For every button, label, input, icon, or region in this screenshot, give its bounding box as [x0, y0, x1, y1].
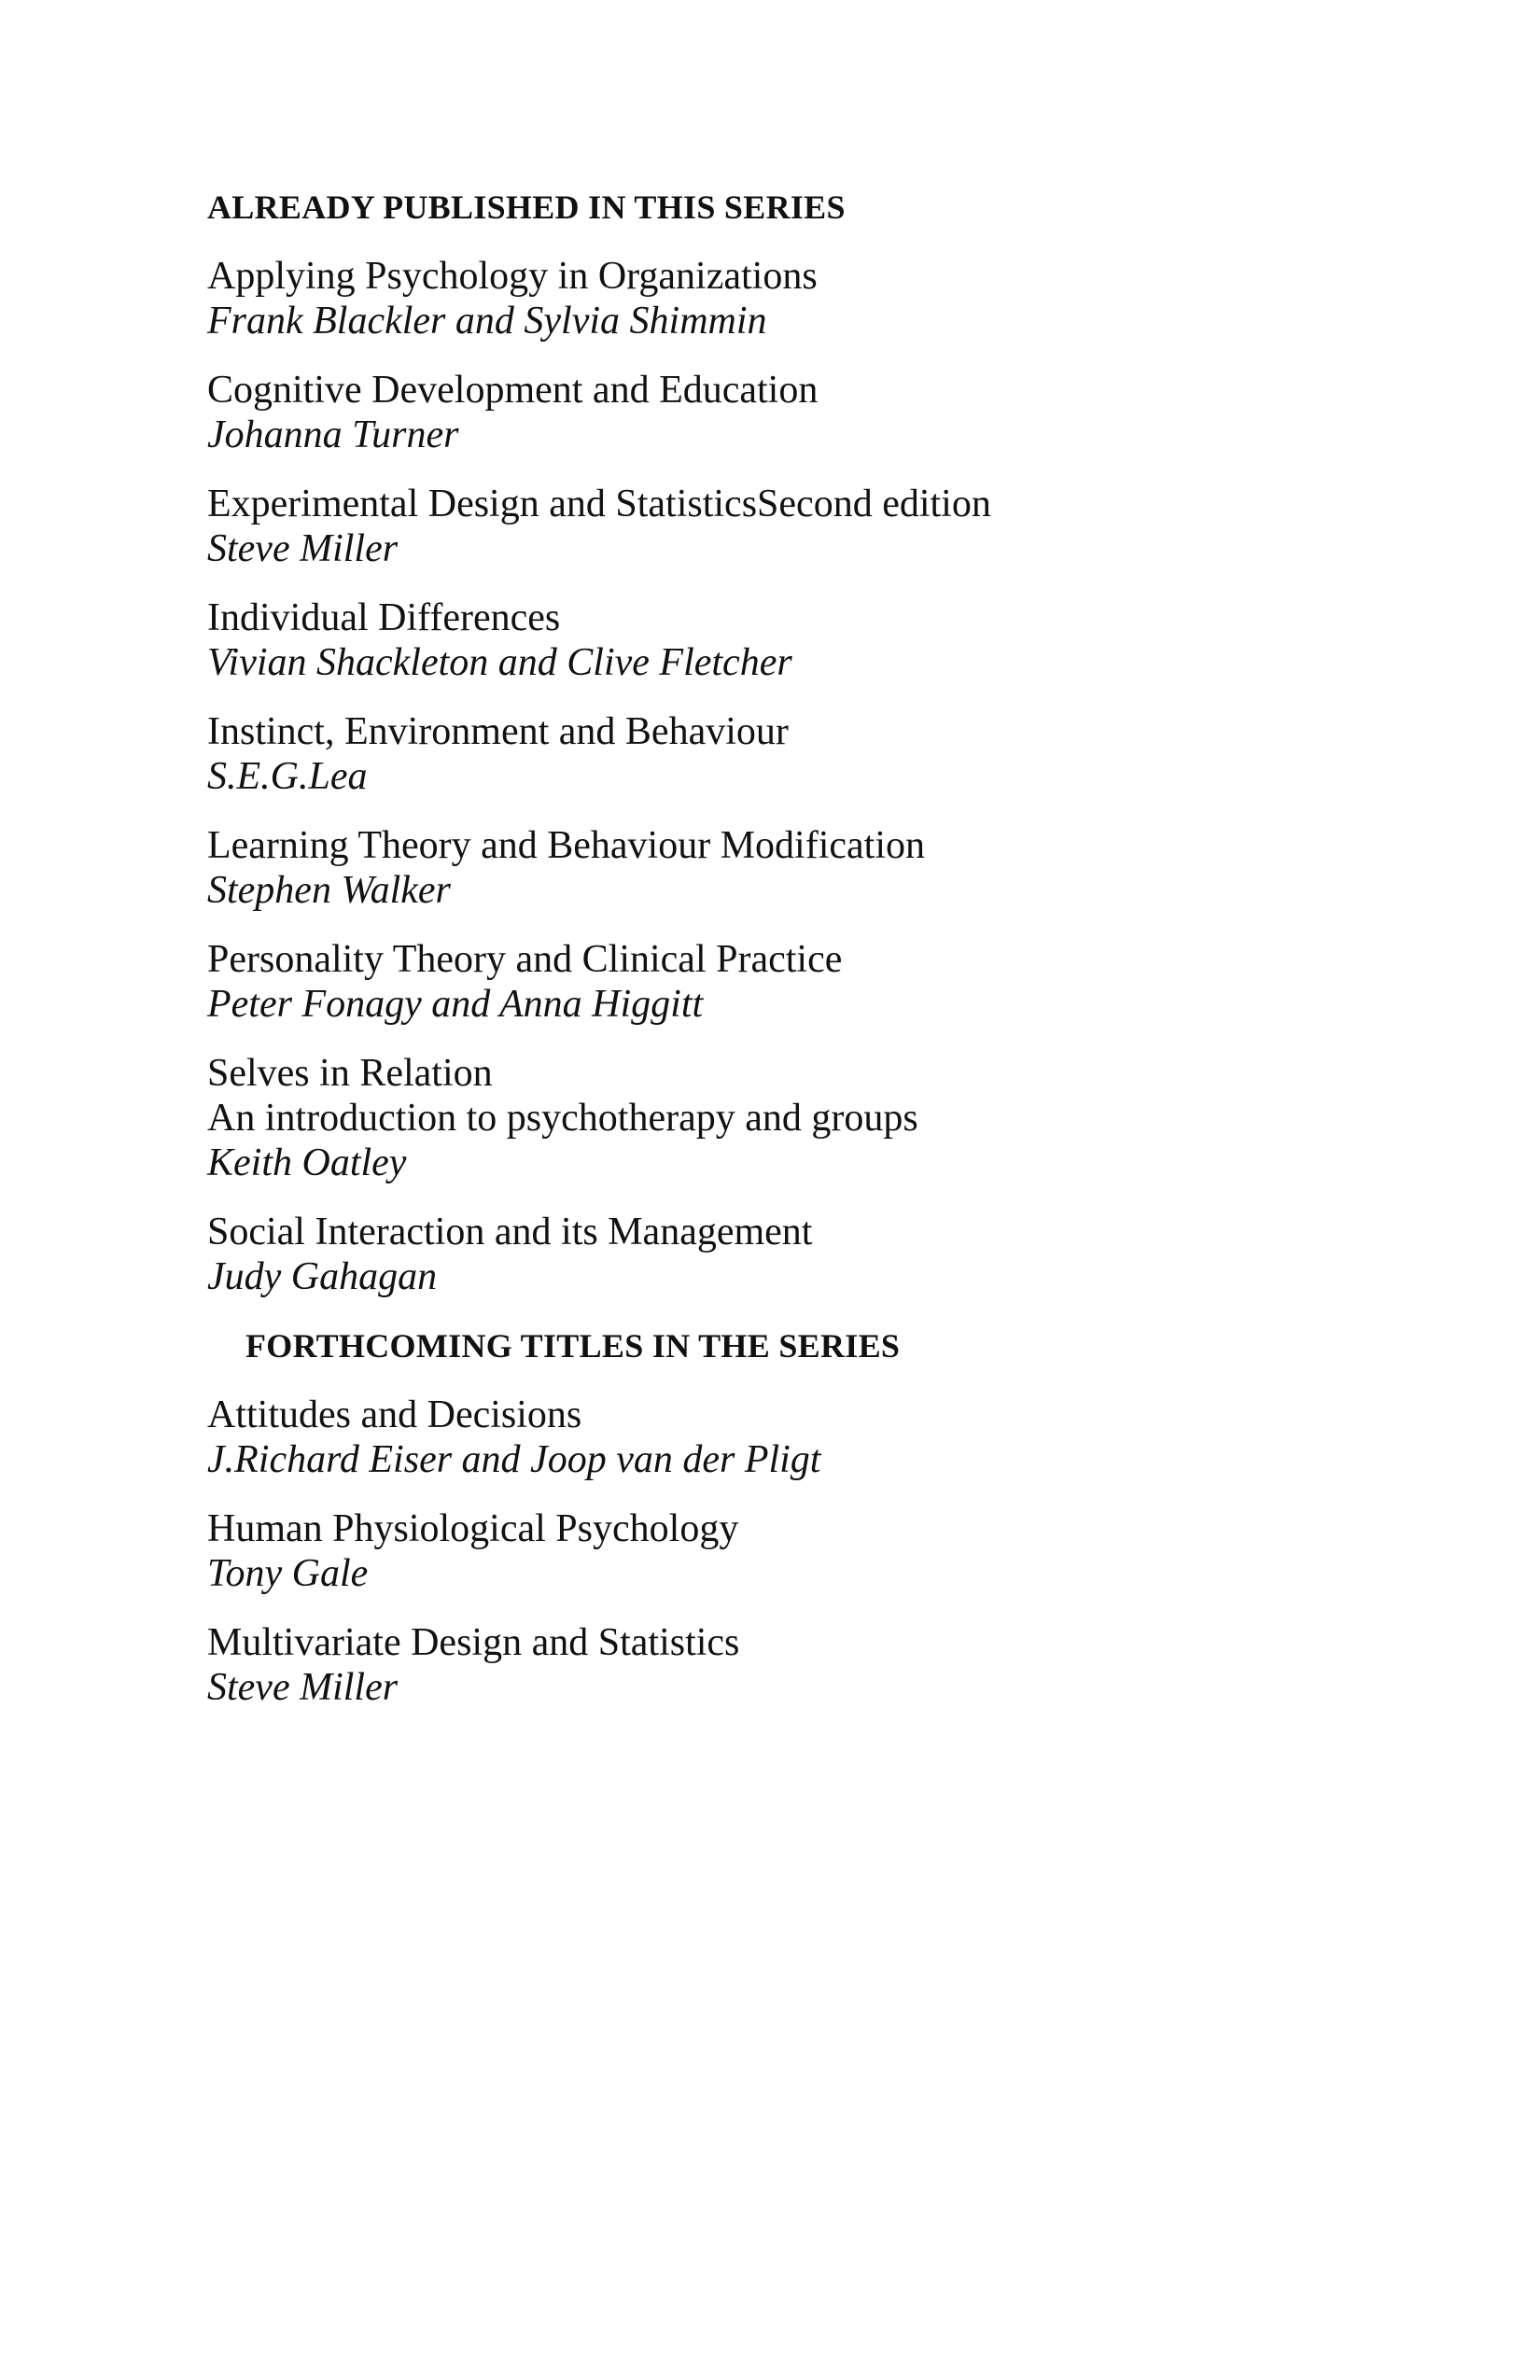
book-author: Frank Blackler and Sylvia Shimmin	[207, 300, 767, 343]
book-entry	[207, 709, 1421, 799]
book-title: Applying Psychology in Organizations	[207, 255, 818, 298]
book-entry	[207, 1393, 1421, 1482]
published-heading: ALREADY PUBLISHED IN THIS SERIES	[207, 189, 846, 226]
book-author: Steve Miller	[207, 1666, 399, 1709]
book-author: Peter Fonagy and Anna Higgitt	[207, 983, 704, 1026]
book-title: Human Physiological Psychology	[207, 1507, 739, 1550]
book-author: Johanna Turner	[207, 413, 459, 456]
book-entry	[207, 482, 1421, 571]
book-author: S.E.G.Lea	[207, 755, 368, 798]
book-title: Personality Theory and Clinical Practice	[207, 938, 843, 981]
book-entry	[207, 1210, 1421, 1299]
series-list-page	[207, 185, 1421, 1710]
book-entry	[207, 1051, 1421, 1185]
book-title: Experimental Design and StatisticsSecond edition	[207, 483, 991, 525]
book-title: Multivariate Design and Statistics	[207, 1621, 740, 1664]
book-title: Attitudes and Decisions	[207, 1393, 582, 1436]
book-entry	[207, 368, 1421, 457]
book-entry	[207, 254, 1421, 343]
book-entry	[207, 595, 1421, 685]
book-title: Individual Differences	[207, 596, 561, 639]
book-entry	[207, 823, 1421, 913]
book-author: Judy Gahagan	[207, 1255, 438, 1298]
book-title: Cognitive Development and Education	[207, 369, 819, 412]
book-title: Instinct, Environment and Behaviour	[207, 710, 789, 753]
book-title: Social Interaction and its Management	[207, 1211, 813, 1253]
book-entry	[207, 937, 1421, 1027]
book-author: Tony Gale	[207, 1552, 369, 1595]
book-entry	[207, 1620, 1421, 1710]
book-author: Vivian Shackleton and Clive Fletcher	[207, 641, 792, 684]
book-entry	[207, 1506, 1421, 1596]
book-author: Steve Miller	[207, 527, 399, 570]
book-author: Stephen Walker	[207, 869, 451, 912]
book-title: Selves in Relation	[207, 1052, 493, 1095]
book-subtitle: An introduction to psychotherapy and groups	[207, 1097, 918, 1140]
book-author: Keith Oatley	[207, 1141, 407, 1184]
book-author: J.Richard Eiser and Joop van der Pligt	[207, 1438, 821, 1481]
book-title: Learning Theory and Behaviour Modification	[207, 824, 926, 867]
forthcoming-heading: FORTHCOMING TITLES IN THE SERIES	[245, 1327, 901, 1365]
